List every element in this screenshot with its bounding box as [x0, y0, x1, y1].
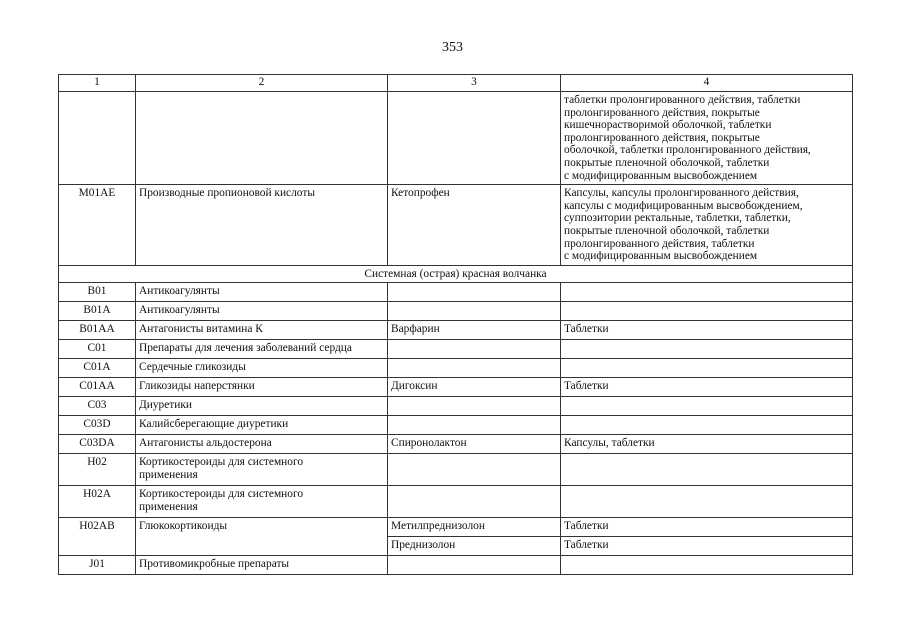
- group-cell: Сердечные гликозиды: [136, 359, 388, 378]
- drug-cell: [388, 283, 561, 302]
- table-row: [59, 416, 853, 435]
- code-cell: C03DA: [59, 435, 136, 454]
- code-cell: H02A: [59, 486, 136, 518]
- form-cell: Таблетки: [561, 537, 853, 556]
- table-row-h02: [59, 454, 853, 486]
- drug-cell: [388, 556, 561, 575]
- drug-cell: [388, 302, 561, 321]
- group-cell: Глюкокортикоиды: [136, 518, 388, 556]
- code-cell: B01AA: [59, 321, 136, 340]
- form-line: суппозитории ректальные, таблетки, таблетки,: [564, 212, 791, 225]
- drug-cell: [388, 397, 561, 416]
- drug-cell: Дигоксин: [388, 378, 561, 397]
- form-cell: [561, 302, 853, 321]
- column-header-2: 2: [136, 75, 388, 92]
- form-cell: [561, 283, 853, 302]
- group-cell: Антагонисты витамина К: [136, 321, 388, 340]
- group-line: Кортикостероиды для системного: [139, 456, 304, 469]
- group-cell: [136, 92, 388, 185]
- drug-cell: Преднизолон: [388, 537, 561, 556]
- form-line: покрытые пленочной оболочкой, таблетки: [564, 156, 770, 169]
- form-cell: [561, 454, 853, 486]
- form-cell: [561, 185, 853, 266]
- form-cell: [561, 340, 853, 359]
- code-cell: H02: [59, 454, 136, 486]
- group-cell: Антагонисты альдостерона: [136, 435, 388, 454]
- form-line: кишечнорастворимой оболочкой, таблетки: [564, 119, 772, 132]
- code-cell: C03: [59, 397, 136, 416]
- table-row: [59, 321, 853, 340]
- form-line: оболочкой, таблетки пролонгированного действия,: [564, 144, 811, 157]
- form-line: таблетки пролонгированного действия, таблетки: [564, 94, 801, 106]
- table-row: [59, 378, 853, 397]
- group-cell: Антикоагулянты: [136, 283, 388, 302]
- group-cell: [136, 486, 388, 518]
- table-row-continuation: [59, 92, 853, 185]
- code-cell: C01AA: [59, 378, 136, 397]
- code-cell: [59, 92, 136, 185]
- table-row: [59, 340, 853, 359]
- code-cell: M01AE: [59, 185, 136, 266]
- drug-cell: Варфарин: [388, 321, 561, 340]
- table-row: [59, 435, 853, 454]
- table-row-j01: [59, 556, 853, 575]
- drug-table: [58, 74, 853, 575]
- form-line: капсулы с модифицированным высвобождением,: [564, 199, 803, 212]
- form-line: пролонгированного действия, покрытые: [564, 131, 760, 144]
- code-cell: C03D: [59, 416, 136, 435]
- code-cell: B01A: [59, 302, 136, 321]
- form-line: покрытые пленочной оболочкой, таблетки: [564, 224, 770, 237]
- table-row-h02ab: [59, 518, 853, 537]
- form-line: с модифицированным высвобождением: [564, 250, 758, 263]
- table-row: [59, 283, 853, 302]
- table-row-m01ae: [59, 185, 853, 266]
- form-cell: [561, 556, 853, 575]
- drug-cell: [388, 359, 561, 378]
- form-line: пролонгированного действия, таблетки: [564, 237, 755, 250]
- code-cell: B01: [59, 283, 136, 302]
- column-header-1: 1: [59, 75, 136, 92]
- code-cell: J01: [59, 556, 136, 575]
- group-cell: [136, 454, 388, 486]
- table-row: [59, 359, 853, 378]
- form-line: с модифицированным высвобождением: [564, 169, 758, 182]
- form-line: Капсулы, капсулы пролонгированного действия,: [564, 187, 799, 200]
- code-cell: H02AB: [59, 518, 136, 556]
- group-cell: Противомикробные препараты: [136, 556, 388, 575]
- form-cell: Таблетки: [561, 518, 853, 537]
- group-cell: Препараты для лечения заболеваний сердца: [136, 340, 388, 359]
- group-cell: Гликозиды наперстянки: [136, 378, 388, 397]
- drug-cell: Кетопрофен: [388, 185, 561, 266]
- page-number: 353: [442, 40, 463, 55]
- group-cell: Производные пропионовой кислоты: [136, 185, 388, 266]
- table-row: [59, 397, 853, 416]
- code-cell: C01A: [59, 359, 136, 378]
- group-line: применения: [139, 500, 198, 513]
- form-line: пролонгированного действия, покрытые: [564, 106, 760, 119]
- table-row-h02a: [59, 486, 853, 518]
- form-cell: [561, 416, 853, 435]
- form-cell: [561, 397, 853, 416]
- drug-cell: [388, 92, 561, 185]
- drug-cell: [388, 340, 561, 359]
- table-row: [59, 302, 853, 321]
- drug-cell: [388, 416, 561, 435]
- group-cell: Диуретики: [136, 397, 388, 416]
- group-line: Кортикостероиды для системного: [139, 488, 304, 501]
- form-cell: [561, 486, 853, 518]
- section-title: Системная (острая) красная волчанка: [59, 265, 853, 283]
- drug-cell: [388, 454, 561, 486]
- group-cell: Калийсберегающие диуретики: [136, 416, 388, 435]
- form-cell: [561, 92, 853, 185]
- column-header-4: 4: [561, 75, 853, 92]
- form-cell: Таблетки: [561, 378, 853, 397]
- drug-cell: [388, 486, 561, 518]
- form-cell: Капсулы, таблетки: [561, 435, 853, 454]
- form-cell: [561, 359, 853, 378]
- table-header-row: [59, 75, 853, 92]
- section-row: [59, 265, 853, 283]
- drug-cell: Метилпреднизолон: [388, 518, 561, 537]
- code-cell: C01: [59, 340, 136, 359]
- group-line: применения: [139, 468, 198, 481]
- column-header-3: 3: [388, 75, 561, 92]
- group-cell: Антикоагулянты: [136, 302, 388, 321]
- drug-cell: Спиронолактон: [388, 435, 561, 454]
- form-cell: Таблетки: [561, 321, 853, 340]
